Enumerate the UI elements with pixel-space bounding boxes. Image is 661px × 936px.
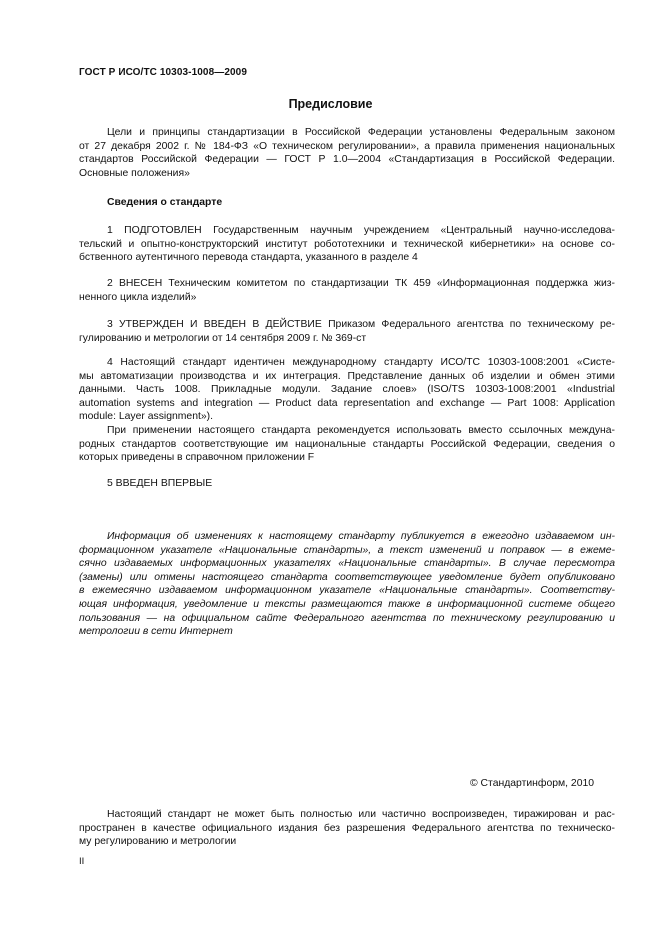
item-4-line: 4 Настоящий стандарт идентичен международному стандарту ИСО/ТС 10303-1008:2001 «Систе- [107, 357, 615, 368]
section-heading: Сведения о стандарте [107, 197, 223, 208]
info-notice-line: сячно издаваемых информационных указателях «Национальные стандарты». В случае пересмотра [79, 558, 615, 570]
item-2-paragraph [79, 277, 615, 304]
info-notice [79, 530, 615, 639]
item-4-line: данными. Часть 1008. Прикладные модули. Задание слоев» (ISO/TS 10303-1008:2001 «Industrial [79, 384, 615, 396]
reproduction-line: пространен в качестве официального издания без разрешения Федерального агентства по техническо- [79, 822, 615, 834]
item-4-line: module: Layer assignment»). [79, 411, 213, 423]
reproduction-line: му регулированию и метрологии [79, 836, 237, 848]
info-notice-line: в ежемесячно издаваемом информационном указателе «Национальные стандарты». Соответству- [79, 585, 615, 597]
item-3-line: гулированию и метрологии от 14 сентября 2009 г. № 369-ст [79, 332, 367, 344]
info-notice-line: (замены) или отмены настоящего стандарта соответствующее уведомление будет опубликовано [79, 571, 615, 583]
info-notice-line: Информация об изменениях к настоящему стандарту публикуется в ежегодно издаваемом ин- [107, 531, 615, 542]
item-4-line: мы автоматизации производства и их интеграция. Представление данных об изделии и обмен этими [79, 370, 615, 382]
copyright-notice: © Стандартинформ, 2010 [470, 778, 595, 789]
item-5-line: 5 ВВЕДЕН ВПЕРВЫЕ [107, 478, 213, 489]
item-4-line: automation systems and integration — Product data representation and exchange — Part 1008: Application [79, 397, 615, 409]
item-1-line: тельский и опытно-конструкторский институт робототехники и технической кибернетики» на основе со- [79, 238, 615, 250]
info-notice-line: формационном указателе «Национальные стандарты», а текст изменений и поправок — в ежеме- [79, 544, 615, 556]
item-3-line: 3 УТВЕРЖДЕН И ВВЕДЕН В ДЕЙСТВИЕ Приказом Федерального агентства по техническому ре- [107, 319, 615, 330]
reproduction-notice [79, 808, 615, 849]
page-number: II [79, 856, 85, 867]
document-code-header: ГОСТ Р ИСО/ТС 10303-1008—2009 [79, 67, 247, 78]
info-notice-line: метрологии в сети Интернет [79, 626, 233, 638]
reproduction-line: Настоящий стандарт не может быть полностью или частично воспроизведен, тиражирован и рас- [107, 809, 615, 820]
intro-line: Цели и принципы стандартизации в Российской Федерации установлены Федеральным законом [107, 127, 615, 138]
item-2-line: 2 ВНЕСЕН Техническим комитетом по стандартизации ТК 459 «Информационная поддержка жиз- [107, 278, 615, 289]
item-4b-line: которых приведены в справочном приложении F [79, 452, 315, 464]
intro-line: стандартов Российской Федерации — ГОСТ Р 1.0—2004 «Стандартизация в Российской Федерации. [79, 154, 615, 166]
intro-paragraph [79, 126, 615, 180]
item-2-line: ненного цикла изделий» [79, 291, 197, 303]
page-title: Предисловие [288, 97, 373, 111]
item-3-paragraph [79, 318, 615, 345]
info-notice-line: ющая информация, уведомление и тексты размещаются также в информационной системе общего [79, 598, 615, 610]
info-notice-line: пользования — на официальном сайте Федерального агентства по техническому регулированию и [79, 612, 615, 624]
item-4b-line: При применении настоящего стандарта рекомендуется использовать вместо ссылочных междуна- [107, 424, 615, 436]
intro-line: Основные положения» [79, 167, 190, 179]
item-1-line: бственного аутентичного перевода стандарта, указанного в разделе 4 [79, 252, 418, 264]
intro-line: от 27 декабря 2002 г. № 184-ФЗ «О техническом регулировании», а правила применения национальных [79, 140, 615, 152]
item-4-paragraph [79, 356, 615, 465]
item-5-paragraph [79, 477, 615, 491]
item-4b-line: родных стандартов соответствующие им национальные стандарты Российской Федерации, сведения о [79, 438, 615, 450]
item-1-line: 1 ПОДГОТОВЛЕН Государственным научным учреждением «Центральный научно-исследова- [107, 225, 615, 236]
item-1-paragraph [79, 224, 615, 265]
